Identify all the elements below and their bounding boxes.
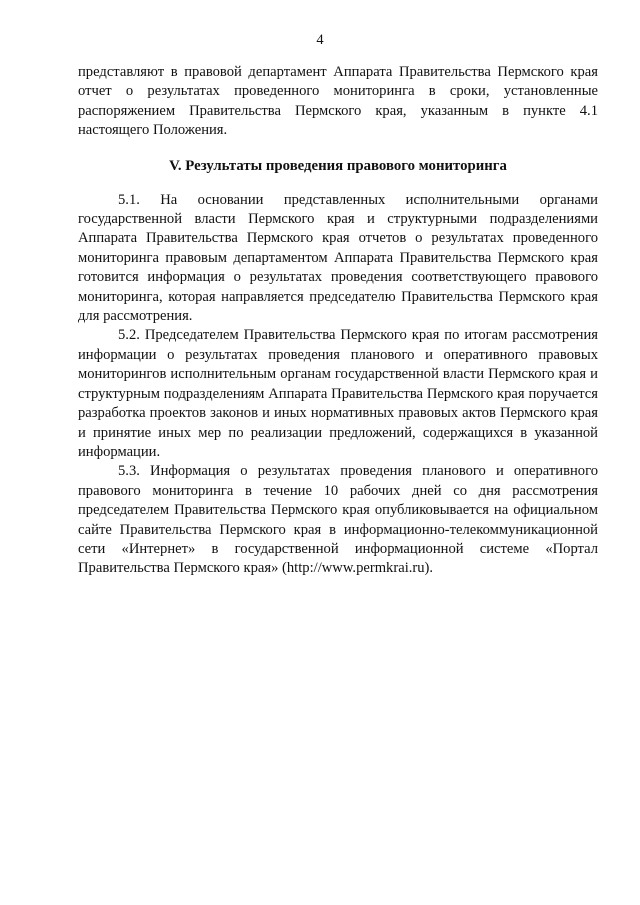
section-heading: V. Результаты проведения правового мониторинга — [169, 157, 507, 174]
document-body — [78, 63, 598, 579]
paragraph-5-3: 5.3. Информация о результатах проведения планового и оперативного правового мониторинга в течение 10 рабочих дней со дня рассмотрения председателем Правительства Пермского края опубликовывается на официальном сайте Правительства Пермского края в информационно-телекоммуникационной сети «Интернет» в государственной информационной системе «Портал Правительства Пермского края» (http://www.permkrai.ru). — [78, 463, 598, 577]
paragraph-5-2: 5.2. Председателем Правительства Пермского края по итогам рассмотрения информации о результатах проведения планового и оперативного правовых мониторингов исполнительным органам государственной власти Пермского края и структурным подразделениям Аппарата Правительства Пермского края поручается разработка проектов законов и иных нормативных правовых актов Пермского края и принятие иных мер по реализации предложений, содержащихся в указанной информации. — [78, 327, 598, 460]
intro-paragraph: представляют в правовой департамент Аппарата Правительства Пермского края отчет о результатах проведенного мониторинга в сроки, установленные распоряжением Правительства Пермского края, указанным в пункте 4.1 настоящего Положения. — [78, 64, 598, 139]
page-number: 4 — [316, 32, 324, 48]
paragraph-5-1: 5.1. На основании представленных исполнительными органами государственной власти Пермского края и структурными подразделениями Аппарата Правительства Пермского края отчетов о результатах проведенного мониторинга правовым департаментом Аппарата Правительства Пермского края готовится информация о результатах проведения соответствующего правового мониторинга, которая направляется председателю Правительства Пермского края для рассмотрения. — [78, 191, 598, 325]
